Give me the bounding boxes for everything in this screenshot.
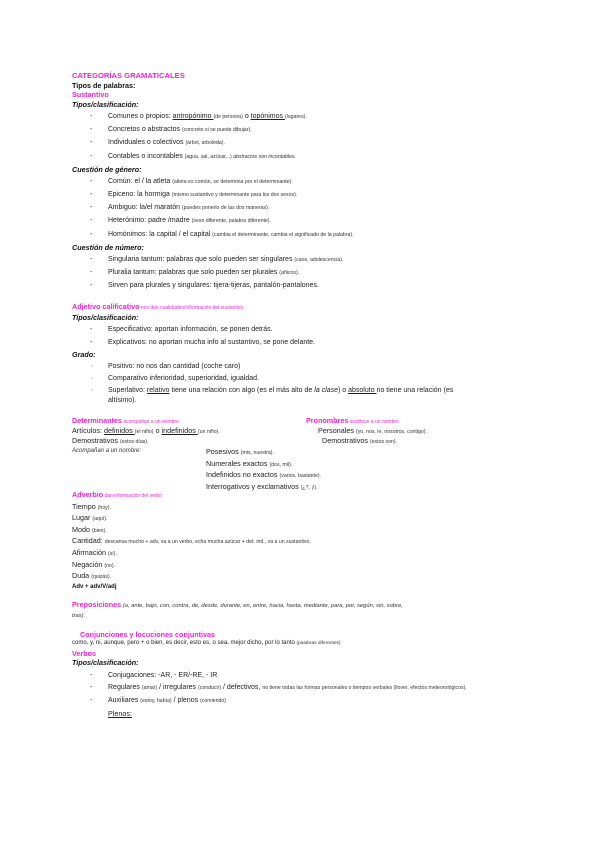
list-item: - Conjugaciones: -AR, - ER/-RE, - IR bbox=[72, 671, 532, 681]
heading-adjetivo: Adjetivo calificativo nos dan cualidades/información del sustantivo bbox=[72, 301, 244, 311]
list-item: Lugar (aquí). bbox=[72, 513, 108, 523]
list-item: - Común: el / la atleta (atleta es común, se determina por el determinante). bbox=[72, 177, 532, 188]
document-title: CATEGORÍAS GRAMATICALES bbox=[72, 71, 185, 80]
det-list bbox=[206, 447, 321, 493]
plenos-label: Plenos: bbox=[108, 709, 132, 719]
heading-determinantes: Determinantes acompañan a un nombre bbox=[72, 416, 179, 426]
list-item: - Pluralia tantum: palabras que solo pueden ser plurales (añicos). bbox=[72, 268, 532, 279]
list-item: - Especificativo: aportan información, se ponen detrás. bbox=[72, 325, 532, 335]
list-item: - Explicativos: no aportan mucha info al sustantivo, se pone delante. bbox=[72, 338, 532, 348]
list-item: - Contables o incontables (agua, sal, azúcar...) abstractos son incontables. bbox=[72, 152, 532, 163]
list-item: - Heterónimo: padre /madre (sexo diferente, palabra diferente). bbox=[72, 216, 532, 227]
heading-pronombres: Pronombres sustituye a un nombre bbox=[306, 416, 399, 426]
list-item: Interrogativos y exclamativos (¿?, ¡!). bbox=[206, 481, 318, 491]
pron-line2: Demostrativos (estos son). bbox=[322, 436, 398, 446]
list-item: Indefinidos no exactos (varios, bastante). bbox=[206, 470, 322, 480]
list-item: - Ambiguo: la/el maratón (puedes ponerlo de las dos maneras). bbox=[72, 203, 532, 214]
list-item: Afirmación (sí). bbox=[72, 548, 117, 558]
preposiciones-cont: tras). bbox=[72, 613, 86, 620]
list-item: - Epiceno: la hormiga (mismo sustantivo y determinante para los dos sexos). bbox=[72, 190, 532, 201]
list-item: Cantidad: descansa mucho + adv, va a un verbo, echa mucha azúcar + det. ind., va a un sustantivo. bbox=[72, 536, 311, 546]
list-item: Modo (bien). bbox=[72, 524, 107, 534]
label-grado: Grado: bbox=[72, 349, 96, 359]
section-label-tipos: Tipos de palabras: bbox=[72, 80, 136, 90]
list-item: Posesivos (mis, nuestra). bbox=[206, 447, 274, 457]
label-numero: Cuestión de número: bbox=[72, 242, 144, 252]
list-item: Numerales exactos (dos, mil). bbox=[206, 458, 293, 468]
heading-conjunciones: Conjunciones y locuciones conjuntivas bbox=[80, 629, 215, 639]
list-item: - Individuales o colectivos (árbol, arboleda). bbox=[72, 138, 532, 149]
list-item: - Regulares (amar) / irregulares (conducir) / defectivos, no tiene todas las formas personales o tiempos verbales (llover, efectos meteorológicos). bbox=[72, 683, 532, 694]
det-acomp: Acompañan a un nombre: bbox=[72, 448, 142, 455]
det-line1: Artículos: definidos (el niño) o indefinidos (un niño). bbox=[72, 426, 220, 436]
list-item: · Positivo: no nos dan cantidad (coche caro) bbox=[72, 362, 532, 372]
det-pron-block bbox=[72, 416, 532, 491]
heading-adverbio: Adverbio dan información del verbo bbox=[72, 490, 163, 500]
det-line2: Demostrativos (estos días). bbox=[72, 436, 149, 446]
list-item: · Superlativo: relativo tiene una relación con algo (es el más alto de la clase) o absoluto no tiene una relación (es altísimo). bbox=[72, 386, 532, 405]
conjunciones-line: como, y, ni, aunque, pero + o bien, es decir, esto es, o sea, mejor dicho, por lo tanto (palabras diferentes) bbox=[72, 640, 341, 647]
label-tipos-adjetivo: Tipos/clasificación: bbox=[72, 313, 139, 323]
label-tipos-sustantivo: Tipos/clasificación: bbox=[72, 99, 139, 109]
list-item: - Homónimos: la capital / el capital (cambia el determinante, cambia el significado de la palabra). bbox=[72, 230, 532, 241]
heading-sustantivo: Sustantivo bbox=[72, 90, 109, 100]
document-page bbox=[72, 71, 532, 719]
pron-line1: Personales (yo, nos, le, nosotros, contigo). bbox=[318, 426, 427, 436]
list-item: - Concretos o abstractos (concreto si se puede dibujar). bbox=[72, 125, 532, 136]
preposiciones-block: Preposiciones (a, ante, bajo, con, contra, de, desde, durante, en, entre, hacia, hasta, mediante, para, por, según, sin, sobre, bbox=[72, 600, 403, 610]
adverbio-formula: Adv + adv/V/adj bbox=[72, 583, 117, 590]
list-item: - Auxiliares (estoy, había) / plenos (comiendo) bbox=[72, 696, 532, 707]
list-item: · Comparativo inferioridad, superioridad, igualdad. bbox=[72, 374, 532, 384]
list-item: - Sirven para plurales y singulares: tijera-tijeras, pantalón-pantalones. bbox=[72, 281, 532, 291]
list-item: Negación (no). bbox=[72, 559, 116, 569]
list-item: Tiempo (hoy). bbox=[72, 501, 111, 511]
label-genero: Cuestión de género: bbox=[72, 164, 142, 174]
list-item: - Singularia tantum: palabras que solo pueden ser singulares (caos, adolescencia). bbox=[72, 255, 532, 266]
label-tipos-verbos: Tipos/clasificación: bbox=[72, 658, 139, 668]
list-item: Duda (quizás). bbox=[72, 571, 112, 581]
heading-verbos: Verbos bbox=[72, 648, 96, 658]
list-item: - Comunes o propios: antropónimo (de persona) o topónimos (lugares). bbox=[72, 112, 532, 123]
